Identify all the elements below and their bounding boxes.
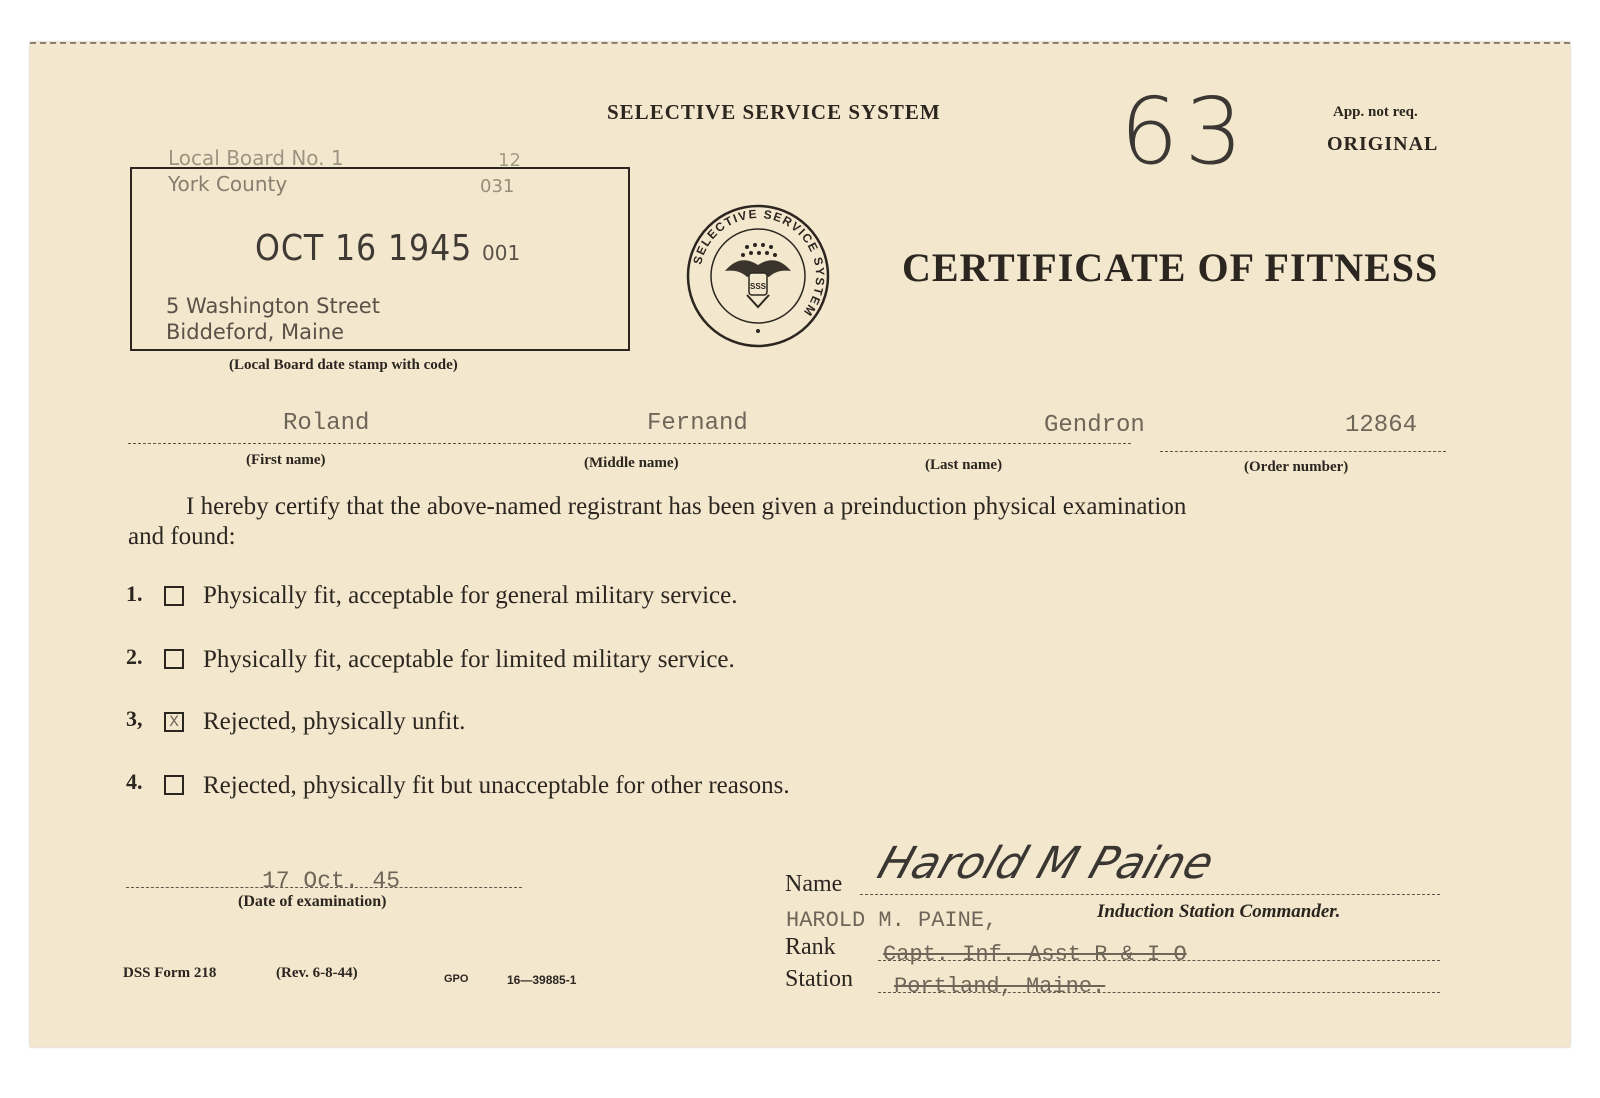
option-4-text: Rejected, physically fit but unacceptable for other reasons. — [203, 772, 790, 799]
rank-value: Capt. Inf. Asst R & I O — [883, 942, 1187, 967]
name-line — [128, 443, 1131, 444]
option-2-checkbox[interactable] — [164, 649, 184, 669]
handwritten-number: 63 — [1120, 78, 1250, 185]
approval-note: App. not req. — [1333, 104, 1418, 120]
rank-line — [878, 960, 1440, 961]
order-number-label: (Order number) — [1244, 459, 1349, 475]
rank-label: Rank — [785, 934, 836, 960]
certificate-title: CERTIFICATE OF FITNESS — [902, 245, 1439, 290]
last-name-value: Gendron — [1044, 412, 1145, 439]
option-4-number: 4. — [126, 769, 143, 794]
exam-date-line — [126, 887, 522, 888]
stamp-date: OCT 16 1945 — [255, 228, 473, 269]
middle-name-label: (Middle name) — [584, 455, 679, 471]
signature-line — [860, 894, 1440, 895]
stamp-board: Local Board No. 1 — [168, 146, 344, 170]
stamp-county-num: 031 — [480, 176, 515, 197]
stamp-caption: (Local Board date stamp with code) — [229, 357, 458, 373]
selective-service-seal — [685, 203, 831, 349]
option-1-number: 1. — [126, 581, 143, 606]
option-3-number: 3, — [126, 706, 143, 731]
stamp-county: York County — [168, 172, 288, 196]
middle-name-value: Fernand — [647, 410, 748, 437]
certify-line-2: and found: — [128, 523, 236, 550]
option-3-check-mark: X — [169, 713, 179, 731]
name-label: Name — [785, 871, 843, 897]
gpo-code: 16—39885-1 — [507, 973, 577, 987]
seal-ring-text: SELECTIVE SERVICE SYSTEM — [690, 206, 828, 320]
order-line — [1160, 451, 1446, 452]
seal-inner-text: SSS — [749, 282, 767, 291]
eagle-icon — [725, 243, 791, 307]
option-2-number: 2. — [126, 644, 143, 669]
form-revision: (Rev. 6-8-44) — [276, 965, 358, 981]
system-heading: SELECTIVE SERVICE SYSTEM — [607, 100, 941, 124]
certify-line-1: I hereby certify that the above-named registrant has been given a preinduction physical examination — [186, 493, 1187, 520]
station-label: Station — [785, 966, 854, 992]
option-3-checkbox[interactable] — [164, 712, 184, 732]
option-1-text: Physically fit, acceptable for general military service. — [203, 582, 738, 609]
station-value: Portland, Maine. — [894, 974, 1106, 999]
option-1-checkbox[interactable] — [164, 586, 184, 606]
stamp-board-num: 12 — [498, 150, 521, 171]
first-name-label: (First name) — [246, 452, 326, 468]
typed-commander-name: HAROLD M. PAINE, — [786, 908, 998, 933]
gpo-label: GPO — [444, 973, 469, 985]
exam-date-value: 17 Oct. 45 — [262, 868, 401, 894]
last-name-label: (Last name) — [925, 457, 1003, 473]
stamp-code: 001 — [482, 241, 521, 265]
form-number: DSS Form 218 — [123, 965, 217, 981]
station-line — [878, 992, 1440, 993]
first-name-value: Roland — [283, 410, 370, 437]
original-label: ORIGINAL — [1327, 133, 1439, 155]
option-2-text: Physically fit, acceptable for limited military service. — [203, 646, 735, 673]
stamp-street: 5 Washington Street — [166, 294, 380, 318]
option-3-text: Rejected, physically unfit. — [203, 708, 466, 735]
stamp-city: Biddeford, Maine — [166, 320, 345, 344]
commander-title: Induction Station Commander. — [1097, 901, 1341, 922]
exam-date-label: (Date of examination) — [238, 893, 387, 910]
option-4-checkbox[interactable] — [164, 775, 184, 795]
commander-signature: Harold M Paine — [871, 838, 1221, 889]
order-number-value: 12864 — [1345, 412, 1418, 439]
